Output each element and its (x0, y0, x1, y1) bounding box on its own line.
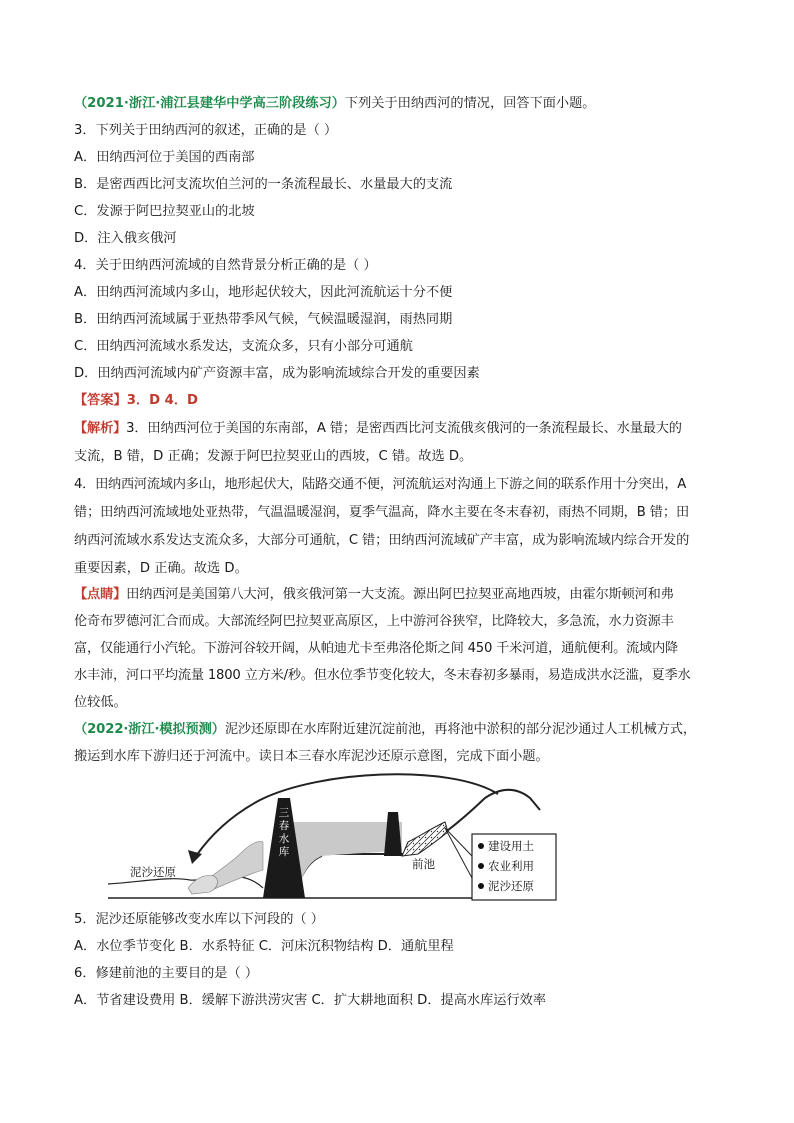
bullet-2 (478, 863, 484, 869)
q3-option-d: D．注入俄亥俄河 (74, 231, 177, 246)
notes-line-5: 位较低。 (74, 695, 127, 710)
q4-option-b: B．田纳西河流域属于亚热带季风气候，气候温暖湿润，雨热同期 (74, 312, 453, 327)
q4-option-a: A．田纳西河流域内多山，地形起伏较大，因此河流航运十分不便 (74, 285, 453, 300)
source-tag: （2021·浙江·浦江县建华中学高三阶段练习） (74, 96, 345, 111)
q4-option-d: D．田纳西河流域内矿产资源丰富，成为影响流域综合开发的重要因素 (74, 366, 480, 381)
dam-label-2: 春 (278, 820, 290, 832)
q6-options: A．节省建设费用 B．缓解下游洪涝灾害 C．扩大耕地面积 D．提高水库运行效率 (74, 993, 547, 1008)
analysis-line-4: 错；田纳西河流域地处亚热带，气温温暖湿润，夏季气温高，降水主要在冬末春初，雨热不同期，B 错；田 (74, 505, 690, 520)
analysis-line-3: 4．田纳西河流域内多山，地形起伏大，陆路交通不便，河流航运对沟通上下游之间的联系作用十分突出，A (74, 477, 687, 492)
answer-tag: 【答案】 (74, 393, 127, 408)
use-item-3: 泥沙还原 (488, 879, 534, 893)
intro-1: （2021·浙江·浦江县建华中学高三阶段练习）下列关于田纳西河的情况，回答下面小题。 (74, 96, 596, 111)
q3-option-c: C．发源于阿巴拉契亚山的北坡 (74, 204, 255, 219)
outflow-label: 泥沙还原 (130, 865, 176, 879)
pond-sediment (402, 822, 448, 856)
question-5-stem: 5．泥沙还原能够改变水库以下河段的（ ） (74, 912, 324, 927)
bullet-3 (478, 883, 484, 889)
analysis-line-1: 【解析】3．田纳西河位于美国的东南部，A 错；是密西西比河支流俄亥俄河的一条流程最长、水量最大的 (74, 421, 682, 436)
analysis-line-5: 纳西河流域水系发达支流众多，大部分可通航，C 错；田纳西河流域矿产丰富，成为影响流域内综合开发的 (74, 533, 690, 548)
dam-label-1: 三 (278, 807, 290, 819)
pond-label: 前池 (412, 857, 435, 871)
answer-line (74, 392, 734, 410)
intro-2-line-1: （2022·浙江·模拟预测）泥沙还原即在水库附近建沉淀前池，再将池中淤积的部分泥沙通过人工机械方式， (74, 722, 696, 737)
returned-sediment-pile (188, 876, 217, 895)
notes-line-1: 【点睛】田纳西河是美国第八大河，俄亥俄河第一大支流。源出阿巴拉契亚高地西坡，由霍尔斯顿河和弗 (74, 587, 674, 602)
leader-line-1 (445, 828, 472, 856)
question-6-stem: 6．修建前池的主要目的是（ ） (74, 966, 259, 981)
analysis-line-6: 重要因素，D 正确。故选 D。 (74, 561, 248, 576)
q3-option-b: B．是密西西比河支流坎伯兰河的一条流程最长、水量最大的支流 (74, 177, 453, 192)
notes-line-4: 水丰沛，河口平均流量 1800 立方米/秒。但水位季节变化较大，冬末春初多暴雨，易造成洪水泛滥，夏季水 (74, 668, 691, 683)
q4-option-c: C．田纳西河流域水系发达，支流众多，只有小部分可通航 (74, 339, 413, 354)
reservoir-diagram (100, 770, 570, 905)
dam-label-4: 库 (278, 846, 290, 858)
intro-2-line-2: 搬运到水库下游归还于河流中。读日本三春水库泥沙还原示意图，完成下面小题。 (74, 749, 549, 764)
use-item-2: 农业利用 (488, 859, 534, 873)
q5-options: A．水位季节变化 B．水系特征 C．河床沉积物结构 D．通航里程 (74, 939, 454, 954)
question-3-stem: 3．下列关于田纳西河的叙述，正确的是（ ） (74, 123, 338, 138)
answer-text: 3．D 4．D (126, 393, 198, 408)
pond-barrier (384, 812, 402, 856)
notes-line-3: 富，仅能通行小汽轮。下游河谷较开阔，从帕迪尤卡至弗洛伦斯之间 450 千米河道，通航便利。流域内降 (74, 641, 679, 656)
q3-option-a: A．田纳西河位于美国的西南部 (74, 150, 255, 165)
dam-label-3: 水 (278, 833, 290, 845)
analysis-line-2: 支流，B 错，D 正确；发源于阿巴拉契亚山的西坡，C 错。故选 D。 (74, 449, 473, 464)
notes-tag: 【点睛】 (74, 587, 127, 602)
analysis-tag: 【解析】 (74, 421, 127, 436)
bullet-1 (478, 843, 484, 849)
use-item-1: 建设用土 (488, 839, 534, 853)
leader-line-2 (445, 828, 472, 878)
source-tag-2: （2022·浙江·模拟预测） (74, 722, 225, 737)
question-4-stem: 4．关于田纳西河流域的自然背景分析正确的是（ ） (74, 258, 377, 273)
notes-line-2: 伦奇布罗德河汇合而成。大部流经阿巴拉契亚高原区，上中游河谷狭窄，比降较大，多急流，水力资源丰 (74, 614, 674, 629)
